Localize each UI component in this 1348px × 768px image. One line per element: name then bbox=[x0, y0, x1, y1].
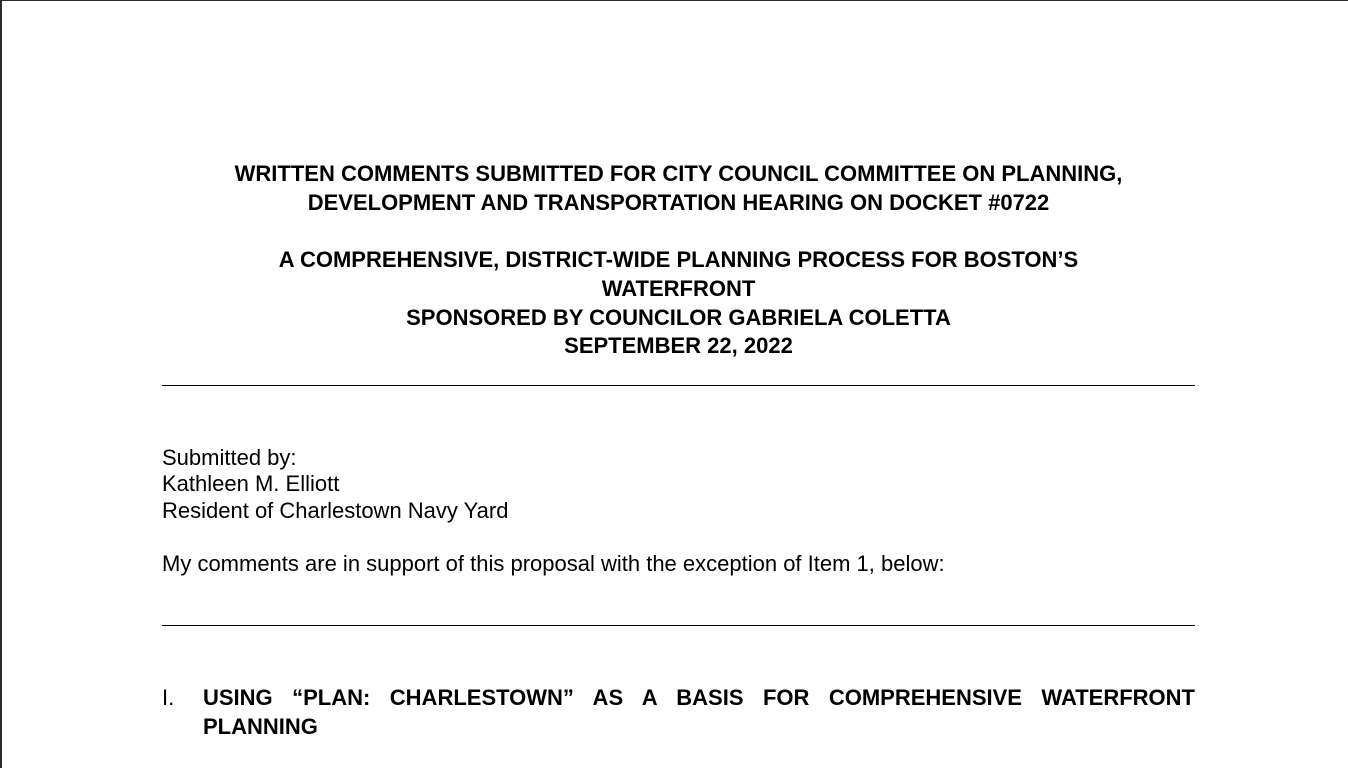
document-subtitle-line-2: WATERFRONT bbox=[601, 276, 756, 301]
date-line: SEPTEMBER 22, 2022 bbox=[564, 333, 793, 358]
author-name: Kathleen M. Elliott bbox=[162, 471, 340, 496]
divider-rule-top bbox=[162, 385, 1195, 386]
submitted-by-label: Submitted by: bbox=[162, 445, 297, 470]
divider-rule-bottom bbox=[162, 625, 1195, 626]
document-subtitle-line-1: A COMPREHENSIVE, DISTRICT-WIDE PLANNING PROCESS FOR BOSTON’S bbox=[278, 247, 1079, 272]
section-title: USING “PLAN: CHARLESTOWN” AS A BASIS FOR COMPREHENSIVE WATERFRONT PLANNING bbox=[203, 685, 1195, 739]
section-number: I. bbox=[162, 685, 175, 710]
document-title-line-2: DEVELOPMENT AND TRANSPORTATION HEARING ON DOCKET #0722 bbox=[307, 190, 1050, 215]
intro-paragraph: My comments are in support of this proposal with the exception of Item 1, below: bbox=[162, 551, 945, 576]
author-affiliation: Resident of Charlestown Navy Yard bbox=[162, 498, 509, 523]
document-title-line-1: WRITTEN COMMENTS SUBMITTED FOR CITY COUNCIL COMMITTEE ON PLANNING, bbox=[234, 161, 1123, 186]
sponsor-line: SPONSORED BY COUNCILOR GABRIELA COLETTA bbox=[406, 305, 951, 330]
